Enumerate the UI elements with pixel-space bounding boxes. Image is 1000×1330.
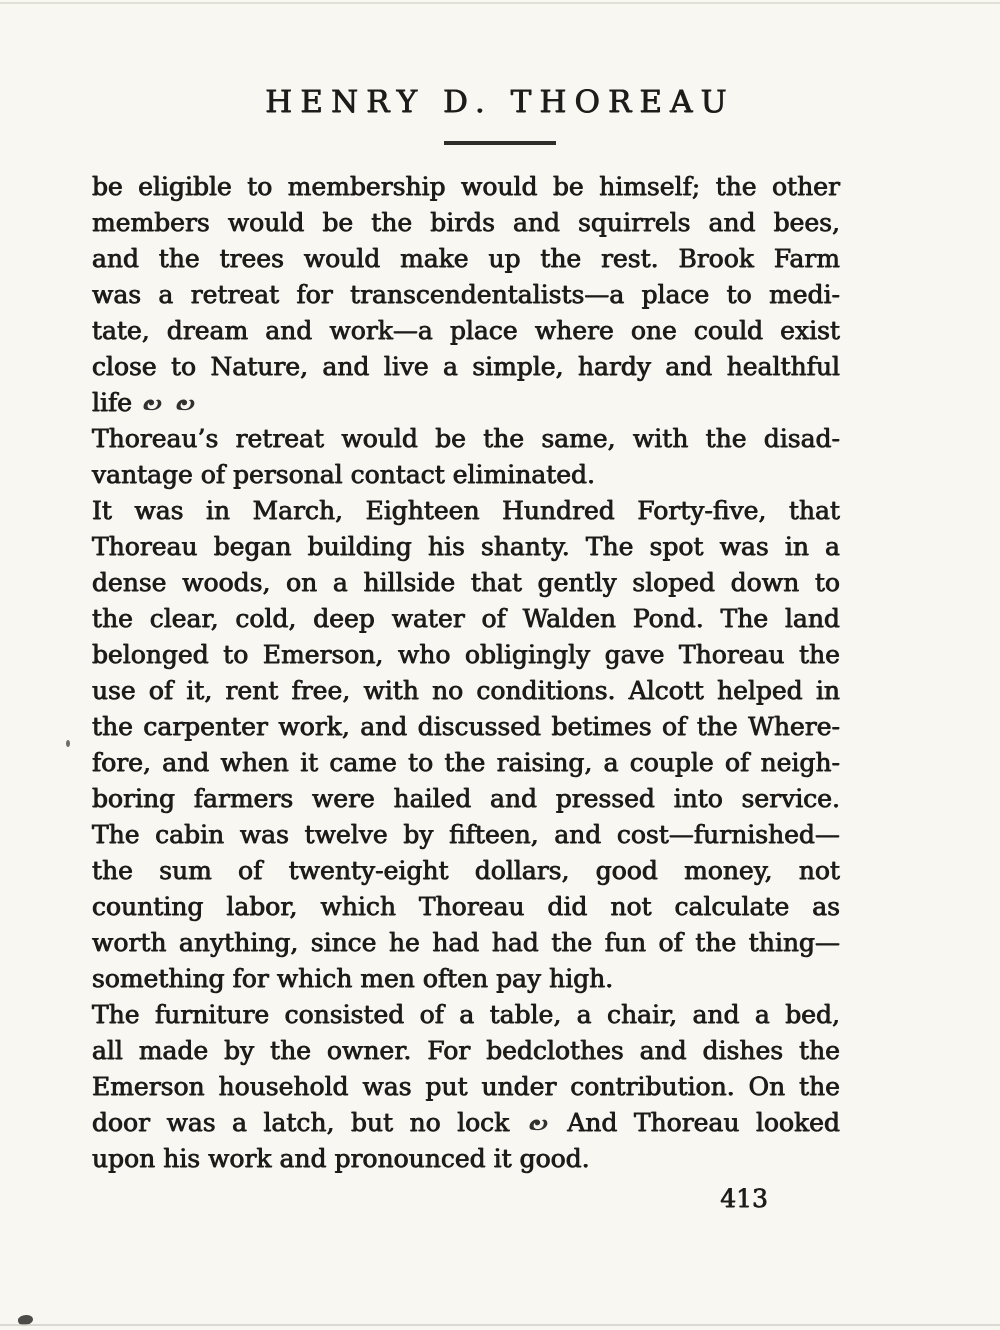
margin-mark <box>66 740 70 747</box>
text-line: tate, dream and work—a place where one could exist <box>92 315 840 345</box>
text-line: The furniture consisted of a table, a chair, and a bed, <box>92 999 840 1029</box>
page-number: 413 <box>720 1183 768 1213</box>
page-title: HENRY D. THOREAU <box>265 84 735 120</box>
fleuron-ornament <box>526 1105 551 1141</box>
paragraph <box>92 493 840 997</box>
text-line: belonged to Emerson, who obligingly gave Thoreau the <box>92 639 840 669</box>
text-line: It was in March, Eighteen Hundred Forty-five, that <box>92 495 840 525</box>
text-line: The cabin was twelve by fifteen, and cost—furnished— <box>92 819 840 849</box>
body-text <box>0 169 840 1177</box>
text-line: counting labor, which Thoreau did not calculate as <box>92 891 840 921</box>
text-line: be eligible to membership would be himself; the other <box>92 171 840 201</box>
text-line: the carpenter work, and discussed betimes of the Where- <box>92 711 840 741</box>
text-line: use of it, rent free, with no conditions. Alcott helped in <box>92 675 840 705</box>
title-rule <box>444 141 556 145</box>
text-line: Emerson household was put under contribution. On the <box>92 1071 840 1101</box>
text-line: boring farmers were hailed and pressed into service. <box>92 783 840 813</box>
paragraph <box>92 997 840 1177</box>
text-line: fore, and when it came to the raising, a couple of neigh- <box>92 747 840 777</box>
paragraph <box>92 169 840 421</box>
text-line: door was a latch, but no lock And Thoreau looked <box>92 1105 840 1141</box>
text-line: close to Nature, and live a simple, hardy and healthful <box>92 351 840 381</box>
text-line: dense woods, on a hillside that gently sloped down to <box>92 567 840 597</box>
text-line: all made by the owner. For bedclothes and dishes the <box>92 1035 840 1065</box>
text-line: Thoreau began building his shanty. The spot was in a <box>92 531 840 561</box>
text-line: vantage of personal contact eliminated. <box>92 459 596 489</box>
text-line: the clear, cold, deep water of Walden Pond. The land <box>92 603 840 633</box>
scan-edge-top <box>0 2 1000 4</box>
paragraph <box>92 421 840 493</box>
text-line: the sum of twenty-eight dollars, good money, not <box>92 855 840 885</box>
text-line: Thoreau’s retreat would be the same, with the disad- <box>92 423 840 453</box>
text-line: members would be the birds and squirrels and bees, <box>92 207 840 237</box>
text-line: was a retreat for transcendentalists—a place to medi- <box>92 279 840 309</box>
text-line: something for which men often pay high. <box>92 963 614 993</box>
fleuron-ornament <box>173 385 198 421</box>
fleuron-ornament <box>140 385 165 421</box>
scan-edge-bottom <box>0 1324 1000 1326</box>
text-line: and the trees would make up the rest. Brook Farm <box>92 243 840 273</box>
text-line: worth anything, since he had had the fun of the thing— <box>92 927 840 957</box>
text-line: upon his work and pronounced it good. <box>92 1143 590 1173</box>
text-line: life <box>92 385 840 421</box>
